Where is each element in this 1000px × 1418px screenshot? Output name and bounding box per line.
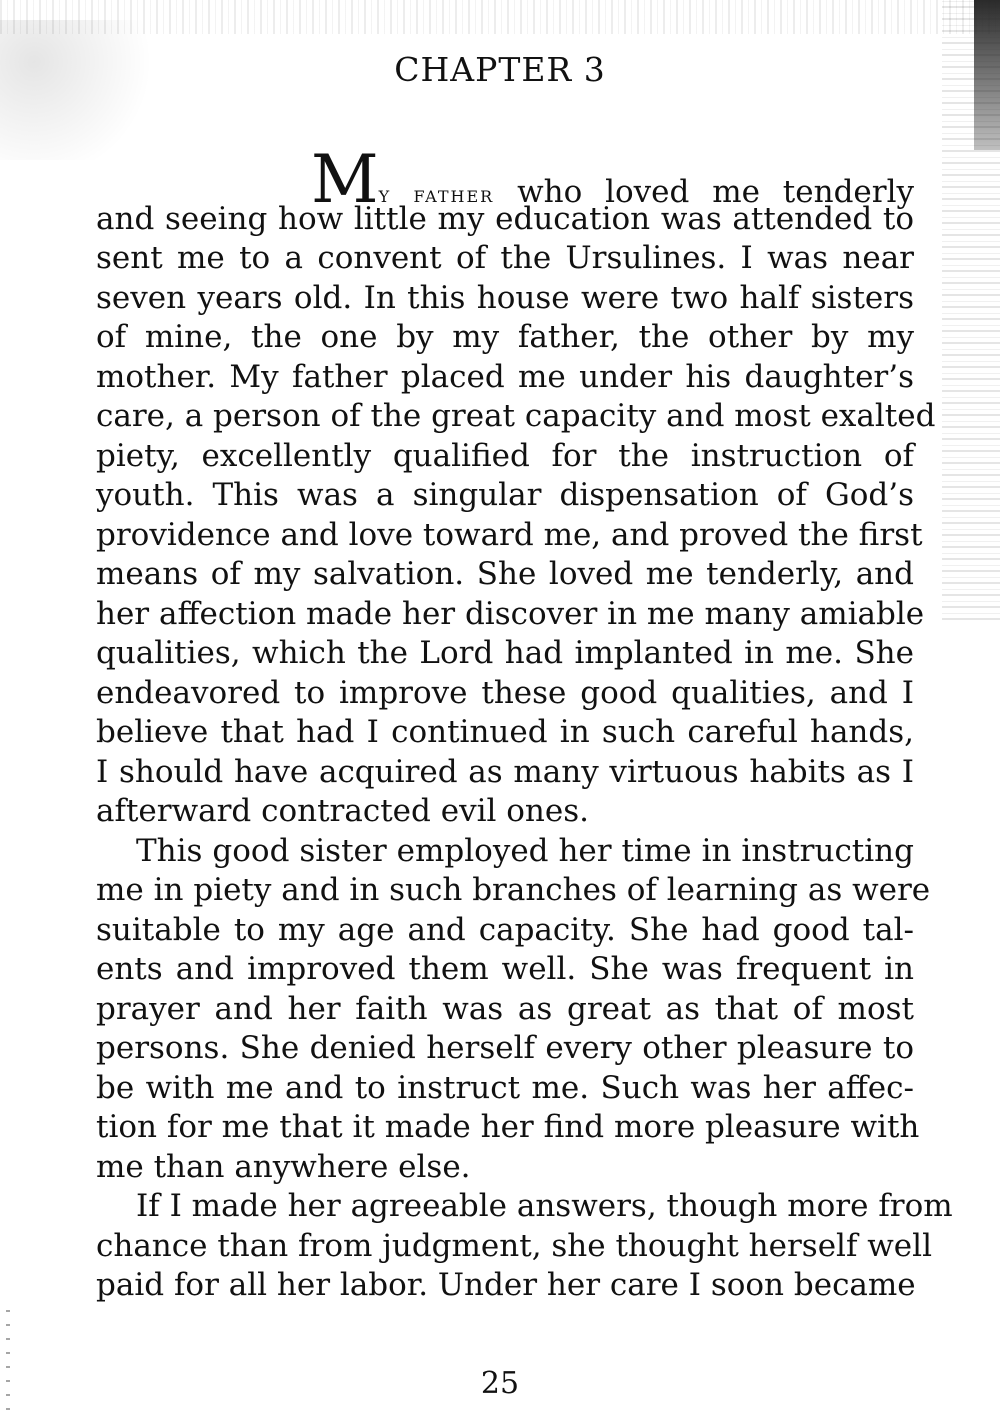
text-line: prayer and her faith was as great as that of most: [96, 990, 914, 1027]
chapter-title: CHAPTER 3: [394, 50, 606, 89]
text-line: of mine, the one by my father, the other by my: [96, 319, 914, 355]
text-line: care, a person of the great capacity and most exalted: [96, 398, 936, 434]
drop-cap: M: [311, 141, 379, 218]
text-line: ents and improved them well. She was frequent in: [96, 951, 914, 987]
text-line: providence and love toward me, and proved the first: [96, 516, 923, 553]
text-line-opening: [96, 141, 915, 218]
text-line: piety, excellently qualified for the instruction of: [96, 437, 914, 474]
text-line: tion for me that it made her find more pleasure with: [96, 1109, 920, 1145]
scan-noise-top-left: [0, 20, 170, 160]
page-number: 25: [480, 1366, 520, 1401]
text-line: suitable to my age and capacity. She had good tal-: [96, 911, 914, 948]
text-line: endeavored to improve these good qualities, and I: [96, 674, 914, 711]
text-line: chance than from judgment, she thought herself well: [96, 1227, 932, 1264]
text-line: paid for all her labor. Under her care I soon became: [96, 1267, 916, 1303]
text-line: her affection made her discover in me many amiable: [96, 595, 925, 632]
text-line: believe that had I continued in such careful hands,: [96, 714, 914, 750]
text-line: mother. My father placed me under his daughter’s: [96, 358, 914, 395]
text-line: who loved me tenderly: [494, 174, 915, 210]
text-line: be with me and to instruct me. Such was her affec-: [96, 1069, 914, 1106]
text-line: and seeing how little my education was attended to: [96, 200, 914, 237]
small-caps-lead: y father: [378, 182, 495, 208]
text-line: sent me to a convent of the Ursulines. I was near: [96, 240, 914, 276]
text-line: afterward contracted evil ones.: [96, 793, 590, 829]
text-line: youth. This was a singular dispensation of God’s: [96, 477, 914, 513]
text-line: If I made her agreeable answers, though more from: [136, 1188, 953, 1224]
text-line: me than anywhere else.: [96, 1148, 471, 1185]
text-line: seven years old. In this house were two half sisters: [96, 279, 914, 316]
text-line: persons. She denied herself every other pleasure to: [96, 1030, 914, 1066]
text-line: me in piety and in such branches of learning as were: [96, 872, 931, 908]
text-line: means of my salvation. She loved me tenderly, and: [96, 556, 914, 592]
text-line: qualities, which the Lord had implanted in me. She: [96, 635, 914, 671]
text-line: This good sister employed her time in instructing: [136, 832, 914, 869]
text-line: I should have acquired as many virtuous habits as I: [96, 753, 914, 790]
body-text: [96, 141, 953, 1306]
